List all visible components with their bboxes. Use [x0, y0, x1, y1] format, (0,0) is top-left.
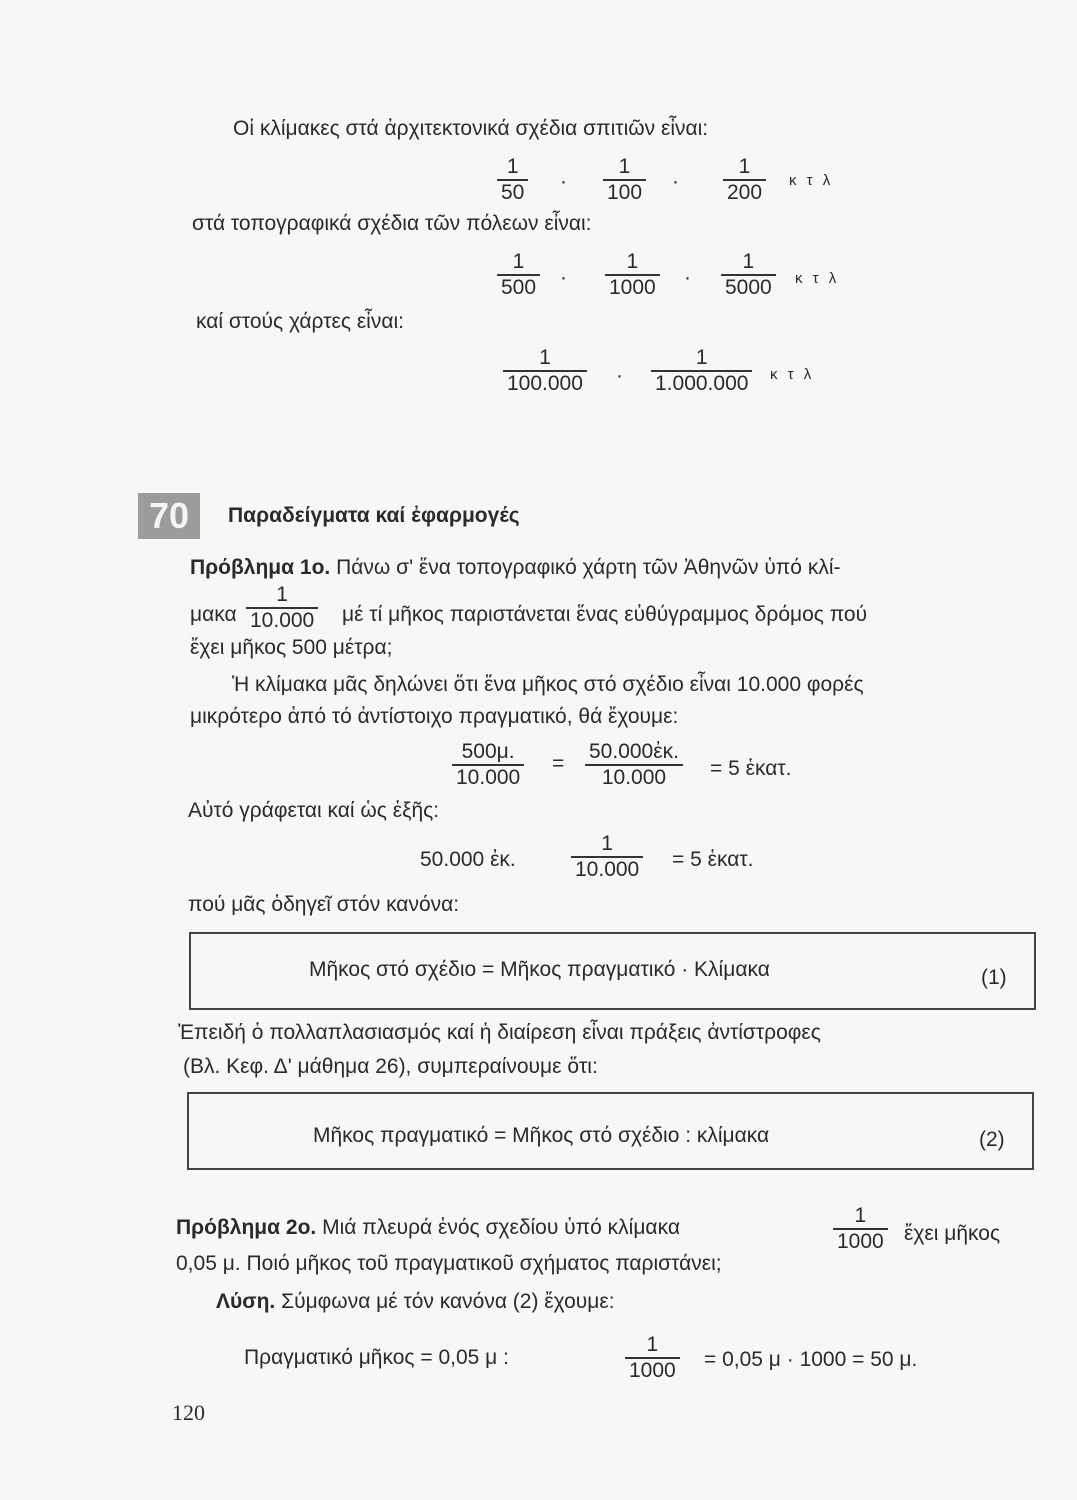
problem-1-text: Πάνω σ' ἕνα τοπογραφικό χάρτη τῶν Ἀθηνῶν ὑπό κλί-	[336, 556, 841, 579]
solution-line	[216, 1290, 615, 1314]
fraction-numerator: 1	[695, 346, 708, 369]
solution-label: Λύση.	[216, 1290, 276, 1313]
ktl-label: κ τ λ	[789, 172, 834, 189]
problem-1-line-4: Ἡ κλίμακα μᾶς δηλώνει ὅτι ἕνα μῆκος στό σχέδιο εἶναι 10.000 φορές	[232, 673, 864, 696]
equation-result: = 5 ἑκατ.	[672, 848, 754, 871]
problem-2-line-1	[176, 1216, 680, 1240]
equation-fraction	[571, 832, 643, 882]
fraction-denominator: 100.000	[503, 370, 587, 396]
rule-2-tag: (2)	[979, 1128, 1005, 1151]
problem-1-line-2-pre: μακα	[190, 603, 237, 626]
scale-fraction	[721, 250, 776, 300]
ktl-label: κ τ λ	[770, 366, 815, 383]
section-number-badge: 70	[138, 493, 200, 539]
fraction-numerator: 1	[742, 250, 755, 273]
fraction-denominator: 10.000	[571, 856, 643, 882]
problem-2-line-1-post: ἔχει μῆκος	[904, 1222, 1001, 1245]
separator: ·	[672, 170, 679, 193]
scale-fraction	[497, 250, 540, 300]
page-number: 120	[172, 1400, 205, 1425]
scale-fraction	[605, 250, 660, 300]
problem-1-line-2-post: μέ τί μῆκος παριστάνεται ἕνας εὐθύγραμμος δρόμος πού	[342, 603, 868, 626]
scale-fraction	[833, 1204, 888, 1254]
problem-2-line-2: 0,05 μ. Ποιό μῆκος τοῦ πραγματικοῦ σχήματος παριστάνει;	[176, 1252, 722, 1275]
separator: ·	[616, 364, 623, 387]
equation-lhs: 50.000 ἐκ.	[420, 848, 516, 871]
scale-fraction	[603, 155, 646, 205]
calc-fraction	[625, 1333, 680, 1383]
rule-1-text: Μῆκος στό σχέδιο = Μῆκος πραγματικό · Κλίμακα	[309, 958, 770, 981]
fraction-denominator: 10.000	[585, 764, 683, 790]
intro-line-3: καί στούς χάρτες εἶναι:	[196, 310, 404, 333]
rule-2-box	[187, 1092, 1034, 1170]
fraction-numerator: 1	[539, 346, 551, 369]
calc-rhs: = 0,05 μ · 1000 = 50 μ.	[704, 1348, 918, 1371]
fraction-denominator: 100	[603, 179, 646, 205]
separator: ·	[684, 266, 691, 289]
problem-1-label: Πρόβλημα 1ο.	[190, 556, 331, 579]
intro-line-2: στά τοπογραφικά σχέδια τῶν πόλεων εἶναι:	[192, 212, 592, 235]
between-line-2: (Βλ. Κεφ. Δ' μάθημα 26), συμπεραίνουμε ὅτι:	[183, 1055, 598, 1078]
fraction-numerator: 1	[512, 250, 525, 273]
fraction-numerator: 1	[738, 155, 751, 178]
section-title: Παραδείγματα καί ἐφαρμογές	[228, 504, 520, 527]
equation-result: = 5 ἑκατ.	[710, 757, 792, 780]
fraction-numerator: 1	[618, 155, 631, 178]
fraction-numerator: 1	[601, 832, 613, 855]
intro-line-1: Οἱ κλίμακες στά ἀρχιτεκτονικά σχέδια σπιτιῶν εἶναι:	[233, 117, 709, 140]
fraction-denominator: 50	[497, 179, 528, 205]
problem-1-line-7: πού μᾶς ὁδηγεῖ στόν κανόνα:	[188, 893, 460, 916]
equation-fraction	[585, 740, 683, 790]
fraction-denominator: 1000	[833, 1228, 888, 1254]
scale-fraction	[651, 346, 752, 396]
scale-fraction	[723, 155, 766, 205]
problem-2-text: Μιά πλευρά ἑνός σχεδίου ὑπό κλίμακα	[322, 1216, 680, 1239]
scale-fraction	[246, 583, 318, 633]
equals-sign: =	[552, 752, 565, 775]
problem-1-line-1	[190, 556, 840, 580]
equation-fraction	[452, 740, 524, 790]
rule-1-box	[189, 932, 1036, 1010]
between-line-1: Ἐπειδή ὁ πολλαπλασιασμός καί ἡ διαίρεση εἶναι πράξεις ἀντίστροφες	[178, 1021, 821, 1044]
fraction-denominator: 1000	[605, 274, 660, 300]
fraction-denominator: 200	[723, 179, 766, 205]
scale-fraction	[497, 155, 528, 205]
fraction-denominator: 1000	[625, 1357, 680, 1383]
fraction-denominator: 5000	[721, 274, 776, 300]
fraction-numerator: 1	[506, 155, 519, 178]
problem-1-line-5: μικρότερο ἀπό τό ἀντίστοιχο πραγματικό, θά ἔχουμε:	[190, 705, 679, 728]
scale-fraction	[503, 346, 587, 396]
fraction-denominator: 1.000.000	[651, 370, 752, 396]
rule-2-text: Μῆκος πραγματικό = Μῆκος στό σχέδιο : κλίμακα	[313, 1124, 770, 1147]
fraction-numerator: 1	[276, 583, 288, 606]
fraction-denominator: 10.000	[246, 607, 318, 633]
ktl-label: κ τ λ	[795, 270, 840, 287]
fraction-numerator: 50.000ἐκ.	[589, 740, 679, 763]
rule-1-tag: (1)	[981, 966, 1007, 989]
solution-text: Σύμφωνα μέ τόν κανόνα (2) ἔχουμε:	[281, 1290, 615, 1313]
problem-2-label: Πρόβλημα 2ο.	[176, 1216, 317, 1239]
separator: ·	[560, 170, 567, 193]
fraction-denominator: 10.000	[452, 764, 524, 790]
fraction-numerator: 1	[646, 1333, 659, 1356]
calc-lhs: Πραγματικό μῆκος = 0,05 μ :	[244, 1346, 509, 1369]
fraction-denominator: 500	[497, 274, 540, 300]
fraction-numerator: 1	[626, 250, 639, 273]
fraction-numerator: 500μ.	[461, 740, 515, 763]
separator: ·	[560, 266, 567, 289]
problem-1-line-3: ἔχει μῆκος 500 μέτρα;	[190, 636, 393, 659]
fraction-numerator: 1	[854, 1204, 867, 1227]
problem-1-line-6: Αὐτό γράφεται καί ὡς ἑξῆς:	[188, 799, 440, 822]
